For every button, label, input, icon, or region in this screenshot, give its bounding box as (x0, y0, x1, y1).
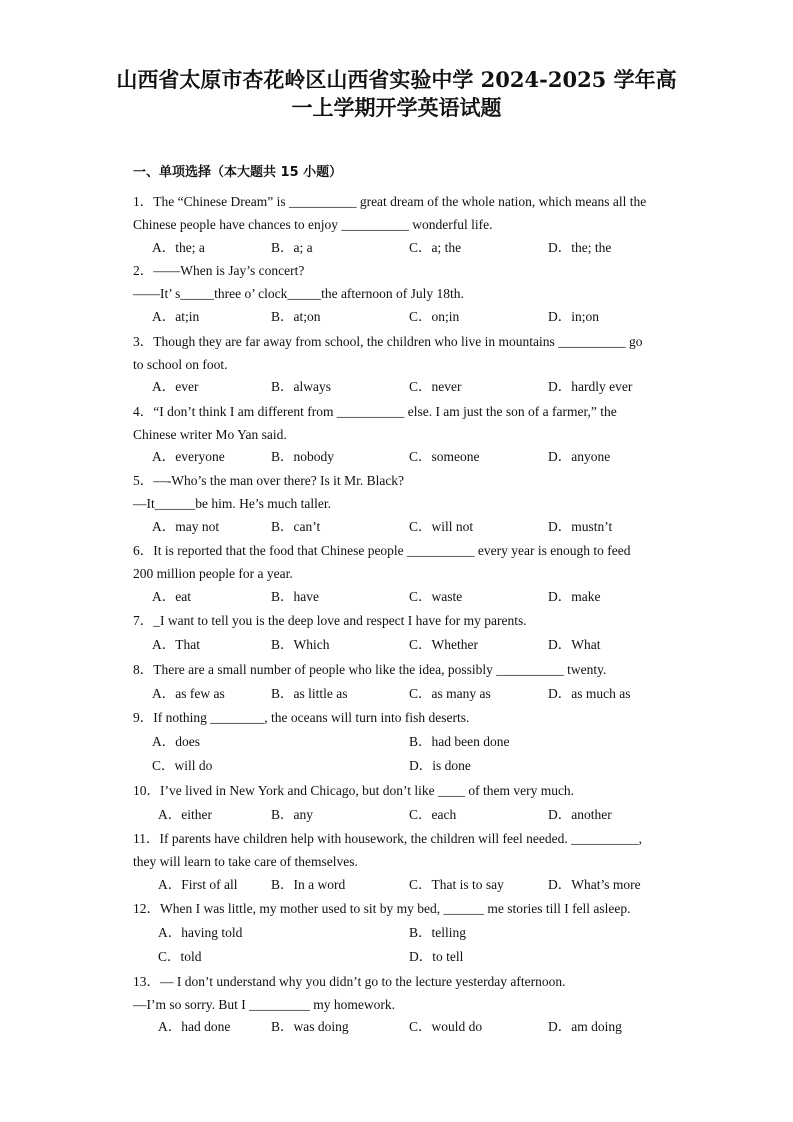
option-d[interactable]: D．make (548, 589, 601, 604)
question-text: —I’m so sorry. But I _________ my homework. (133, 997, 395, 1012)
option-a[interactable]: A．had done (158, 1019, 231, 1034)
question-text: 9．If nothing ________, the oceans will turn into fish deserts. (133, 710, 470, 725)
option-b[interactable]: B．was doing (271, 1019, 349, 1034)
option-d[interactable]: D．in;on (548, 309, 600, 324)
option-d[interactable]: D．another (548, 807, 612, 822)
option-b[interactable]: B．any (271, 807, 313, 822)
question-text: 11．If parents have children help with housework, the children will feel needed. __________, (133, 831, 642, 846)
question-text: 2．——When is Jay’s concert? (133, 263, 305, 278)
option-c[interactable]: C．each (409, 807, 457, 822)
question-text: 10．I’ve lived in New York and Chicago, but don’t like ____ of them very much. (133, 783, 575, 798)
question-text: 200 million people for a year. (133, 566, 293, 581)
option-c[interactable]: C．a; the (409, 240, 462, 255)
option-b[interactable]: B．had been done (409, 734, 510, 749)
option-c[interactable]: C．That is to say (409, 877, 504, 892)
question-text: 7．_I want to tell you is the deep love and respect I have for my parents. (133, 613, 527, 628)
question-text: 4．“I don’t think I am different from __________ else. I am just the son of a farmer,” the (133, 404, 617, 419)
option-a[interactable]: A．either (158, 807, 212, 822)
question-text: they will learn to take care of themselves. (133, 854, 358, 869)
option-d[interactable]: D．mustn’t (548, 519, 613, 534)
option-a[interactable]: A．does (152, 734, 200, 749)
option-c[interactable]: C．someone (409, 449, 480, 464)
title-line-1: 山西省太原市杏花岭区山西省实验中学 2024-2025 学年高 (116, 67, 677, 92)
question-text: 6．It is reported that the food that Chinese people __________ every year is enough to feed (133, 543, 631, 558)
option-d[interactable]: D．to tell (409, 949, 464, 964)
question-text: to school on foot. (133, 357, 228, 372)
option-a[interactable]: A．ever (152, 379, 199, 394)
option-c[interactable]: C．will not (409, 519, 474, 534)
option-d[interactable]: D．as much as (548, 686, 631, 701)
document-title (60, 66, 733, 122)
question-text: 3．Though they are far away from school, the children who live in mountains __________ go (133, 334, 643, 349)
title-line-2: 一上学期开学英语试题 (291, 95, 502, 120)
option-a[interactable]: A．That (152, 637, 200, 652)
question-text: Chinese people have chances to enjoy __________ wonderful life. (133, 217, 493, 232)
option-a[interactable]: A．at;in (152, 309, 200, 324)
option-c[interactable]: C．on;in (409, 309, 460, 324)
option-d[interactable]: D．anyone (548, 449, 611, 464)
option-b[interactable]: B．at;on (271, 309, 321, 324)
option-b[interactable]: B．can’t (271, 519, 321, 534)
question-text: 8．There are a small number of people who like the idea, possibly __________ twenty. (133, 662, 607, 677)
option-b[interactable]: B．Which (271, 637, 330, 652)
option-c[interactable]: C．never (409, 379, 462, 394)
option-b[interactable]: B．as little as (271, 686, 348, 701)
option-b[interactable]: B．In a word (271, 877, 346, 892)
option-b[interactable]: B．telling (409, 925, 466, 940)
option-d[interactable]: D．hardly ever (548, 379, 633, 394)
question-text: 1．The “Chinese Dream” is __________ great dream of the whole nation, which means all the (133, 194, 647, 209)
option-a[interactable]: A．may not (152, 519, 220, 534)
option-b[interactable]: B．always (271, 379, 331, 394)
option-a[interactable]: A．as few as (152, 686, 225, 701)
question-text: 12．When I was little, my mother used to sit by my bed, ______ me stories till I fell asleep. (133, 901, 631, 916)
option-d[interactable]: D．is done (409, 758, 471, 773)
option-c[interactable]: C．waste (409, 589, 463, 604)
option-c[interactable]: C．told (158, 949, 202, 964)
option-a[interactable]: A．everyone (152, 449, 225, 464)
option-b[interactable]: B．a; a (271, 240, 313, 255)
section-heading: 一、单项选择（本大题共 15 小题） (133, 165, 343, 180)
option-c[interactable]: C．as many as (409, 686, 491, 701)
option-a[interactable]: A．having told (158, 925, 243, 940)
option-a[interactable]: A．eat (152, 589, 191, 604)
question-text: 5．—-Who’s the man over there? Is it Mr. Black? (133, 473, 405, 488)
option-d[interactable]: D．the; the (548, 240, 612, 255)
option-d[interactable]: D．am doing (548, 1019, 622, 1034)
option-b[interactable]: B．nobody (271, 449, 335, 464)
option-c[interactable]: C．Whether (409, 637, 478, 652)
question-text: —It______be him. He’s much taller. (133, 496, 331, 511)
question-text: Chinese writer Mo Yan said. (133, 427, 287, 442)
option-c[interactable]: C．will do (152, 758, 213, 773)
option-a[interactable]: A．First of all (158, 877, 238, 892)
option-d[interactable]: D．What’s more (548, 877, 641, 892)
option-d[interactable]: D．What (548, 637, 601, 652)
option-c[interactable]: C．would do (409, 1019, 483, 1034)
option-b[interactable]: B．have (271, 589, 319, 604)
question-text: ——It’ s_____three o’ clock_____the afternoon of July 18th. (133, 286, 464, 301)
option-a[interactable]: A．the; a (152, 240, 205, 255)
question-text: 13．— I don’t understand why you didn’t go to the lecture yesterday afternoon. (133, 974, 566, 989)
